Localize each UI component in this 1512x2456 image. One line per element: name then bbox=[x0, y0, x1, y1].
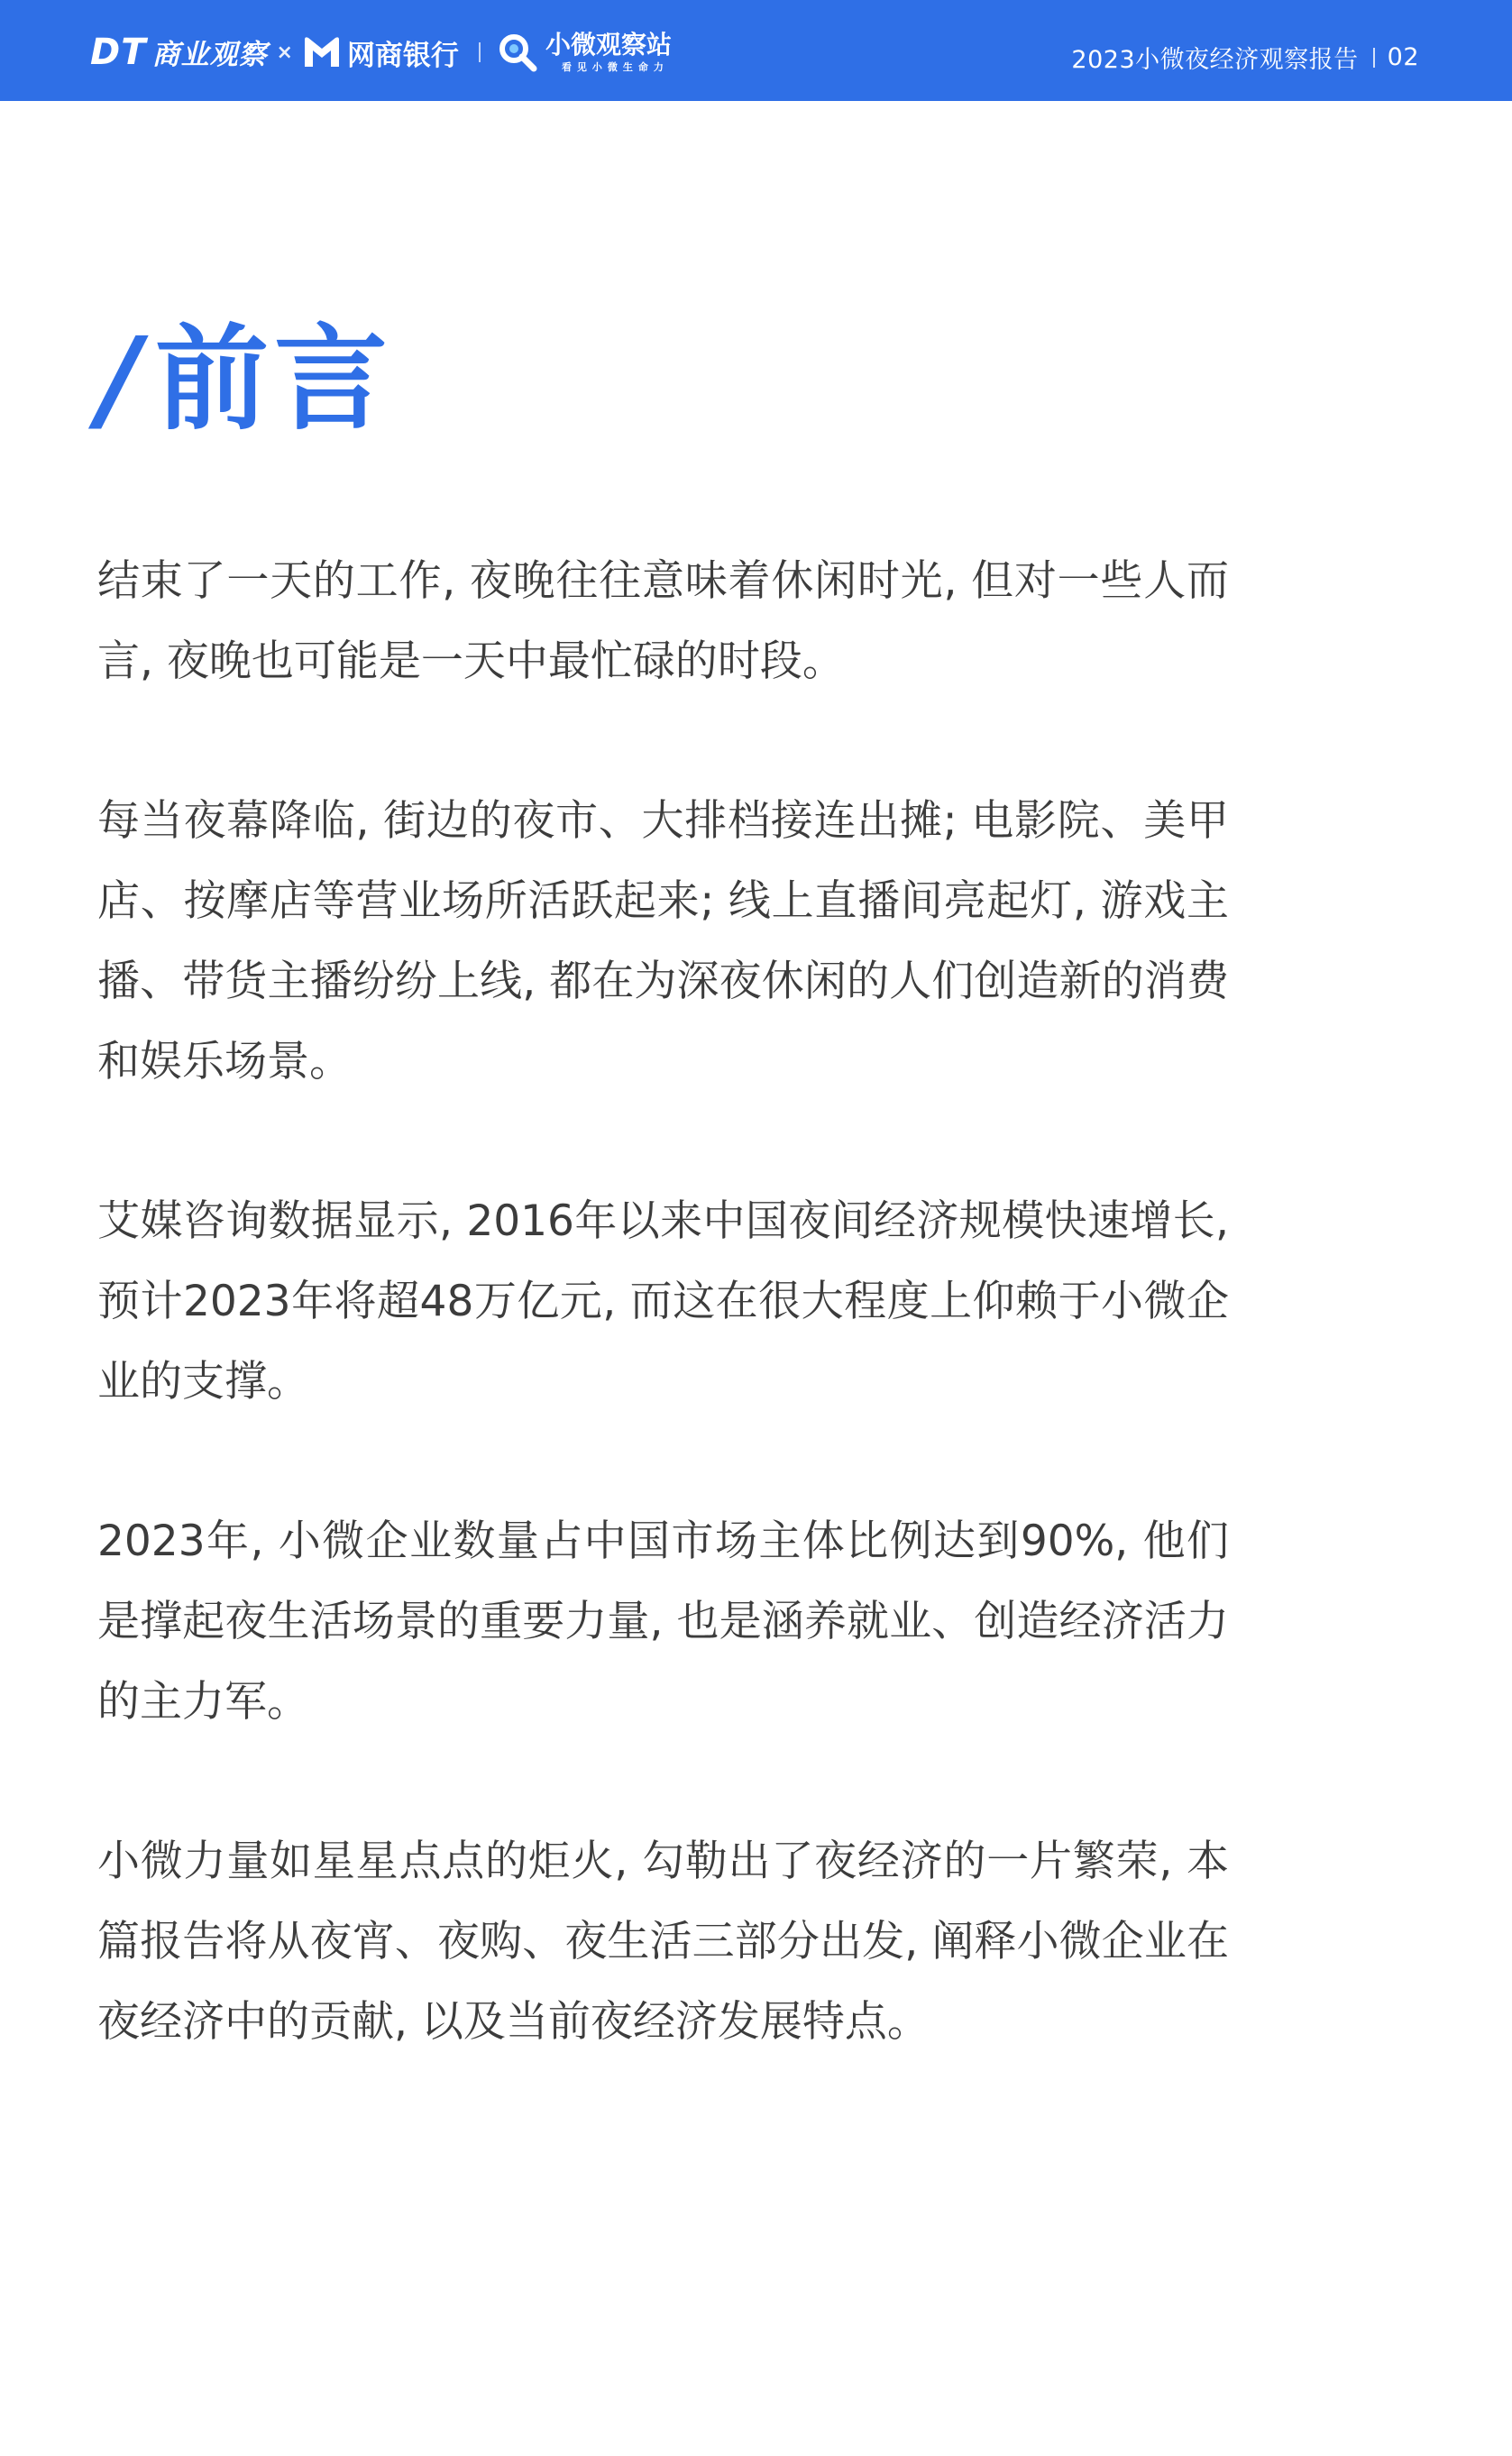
station-logo bbox=[497, 32, 672, 73]
mybank-logo-text: 网商银行 bbox=[346, 39, 459, 72]
mybank-logo bbox=[302, 32, 459, 73]
station-slogan: 看见小微生命力 bbox=[561, 61, 669, 73]
station-logo-text bbox=[545, 32, 672, 72]
paragraph: 艾媒咨询数据显示, 2016年以来中国夜间经济规模快速增长, 预计2023年将超48万亿元, 而这在很大程度上仰赖于小微企业的支撑。 bbox=[97, 1196, 1229, 1407]
heading-slash: / bbox=[99, 313, 147, 445]
brand-logos bbox=[90, 25, 672, 79]
dt-logo-mark: DT bbox=[90, 32, 147, 73]
report-title: 2023小微夜经济观察报告 bbox=[1071, 46, 1359, 74]
brand-cross-separator: × bbox=[276, 41, 293, 64]
page-divider bbox=[1373, 48, 1375, 68]
dt-business-logo bbox=[90, 32, 268, 73]
header-bar bbox=[0, 0, 1512, 101]
page-number: 02 bbox=[1387, 43, 1419, 71]
mybank-m-icon bbox=[302, 34, 342, 70]
paragraph: 2023年, 小微企业数量占中国市场主体比例达到90%, 他们是撑起夜生活场景的重要力量, 也是涵养就业、创造经济活力的主力军。 bbox=[97, 1517, 1229, 1727]
paragraph: 每当夜幕降临, 街边的夜市、大排档接连出摊; 电影院、美甲店、按摩店等营业场所活跃起来; 线上直播间亮起灯, 游戏主播、带货主播纷纷上线, 都在为深夜休闲的人们创造新的消费和娱乐场景。 bbox=[97, 796, 1229, 1086]
dt-logo-text: 商业观察 bbox=[151, 39, 268, 71]
paragraph: 结束了一天的工作, 夜晚往往意味着休闲时光, 但对一些人而言, 夜晚也可能是一天中最忙碌的时段。 bbox=[97, 556, 1229, 686]
magnifier-icon bbox=[497, 32, 538, 73]
preface-body bbox=[97, 541, 1229, 2062]
station-name: 小微观察站 bbox=[545, 30, 672, 60]
brand-divider bbox=[479, 42, 481, 62]
heading-text: 前言 bbox=[155, 313, 394, 445]
paragraph: 小微力量如星星点点的炬火, 勾勒出了夜经济的一片繁荣, 本篇报告将从夜宵、夜购、夜生活三部分出发, 阐释小微企业在夜经济中的贡献, 以及当前夜经济发展特点。 bbox=[97, 1837, 1229, 2047]
report-title-area bbox=[1071, 40, 1419, 75]
section-heading bbox=[99, 313, 394, 445]
